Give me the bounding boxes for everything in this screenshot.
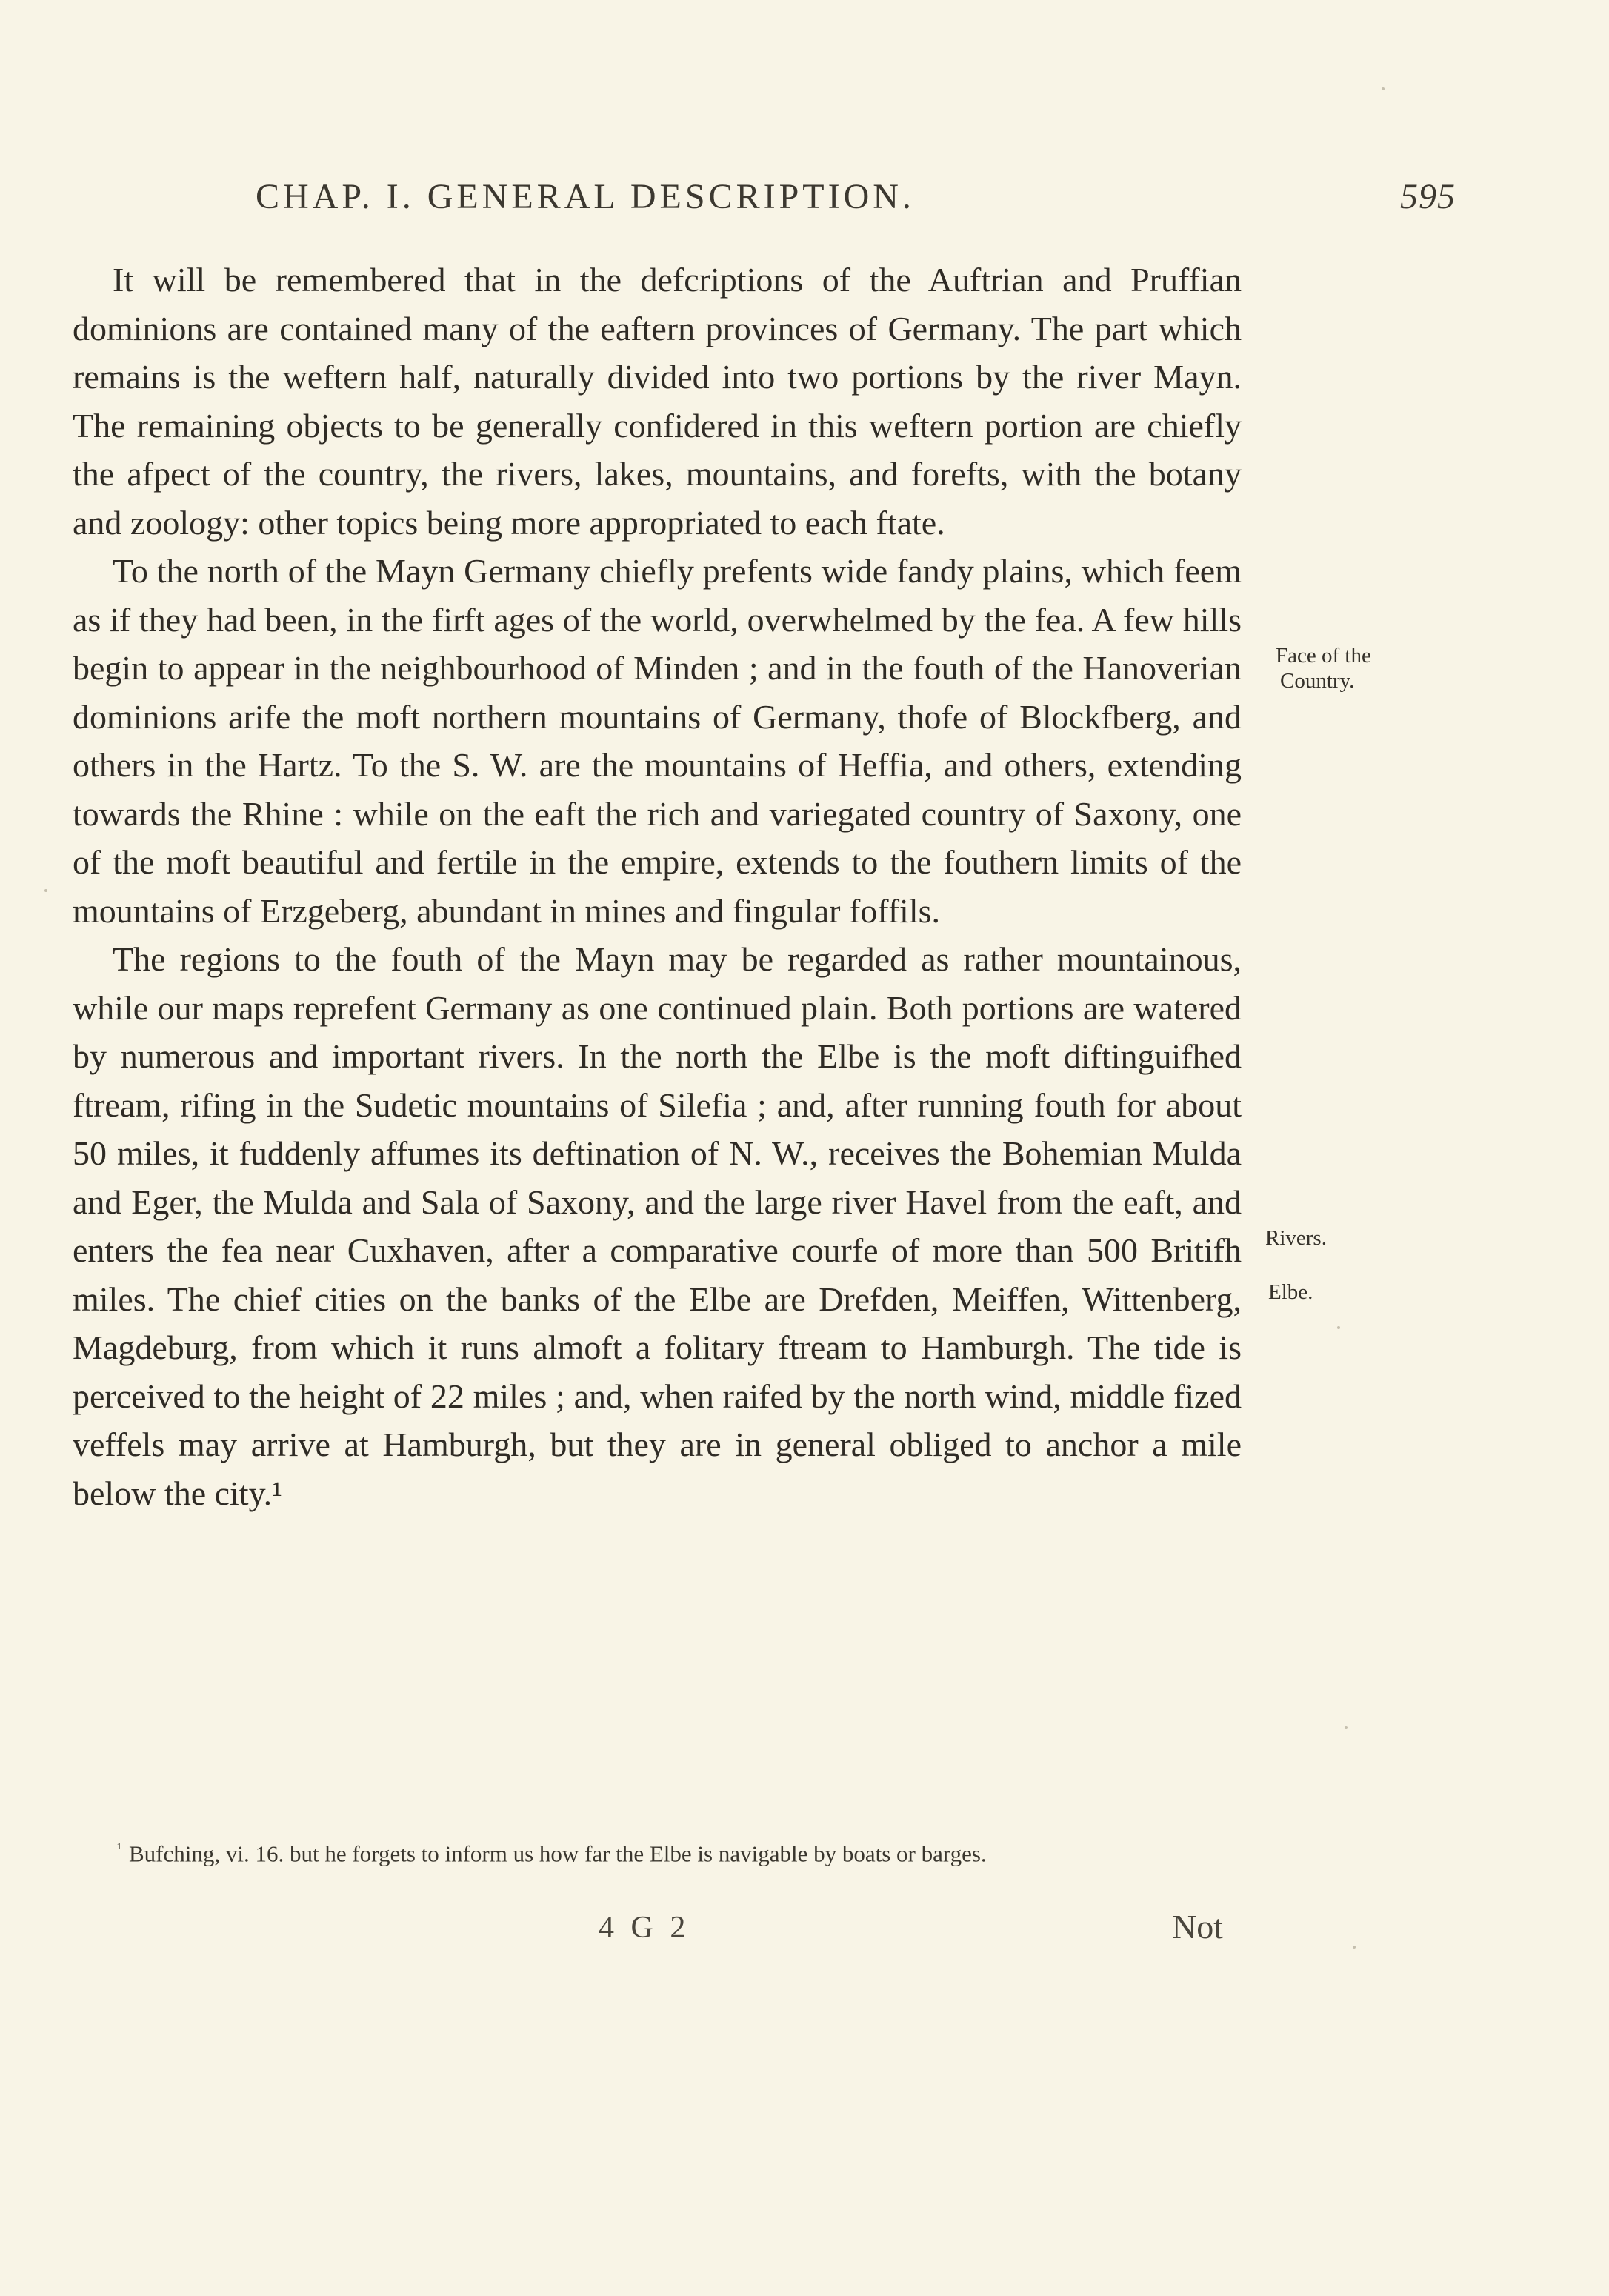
sidenote-face-line-1: Face of the bbox=[1276, 644, 1371, 668]
paper-speck bbox=[1337, 1326, 1340, 1329]
paper-speck bbox=[1382, 87, 1385, 90]
running-head-title: CHAP. I. GENERAL DESCRIPTION. bbox=[256, 177, 915, 216]
footnote-mark: ¹ bbox=[117, 1840, 121, 1857]
sidenote-rivers: Rivers. bbox=[1265, 1226, 1327, 1250]
page-number: 595 bbox=[1400, 177, 1456, 216]
footnote-text: Bufching, vi. 16. but he forgets to inform us how far the Elbe is navigable by boats or barges. bbox=[129, 1840, 987, 1867]
sidenote-face-line-2: Country. bbox=[1280, 669, 1355, 693]
paper-speck bbox=[44, 889, 47, 892]
paragraph-1: It will be remembered that in the defcriptions of the Auftrian and Pruffian dominions are contained many of the eaftern provinces of Germany. The part which remains is the weftern half, naturally divided into two portions by the river Mayn. The remaining objects to be generally confidered in this weftern portion are chiefly the afpect of the country, the rivers, lakes, mountains, and forefts, with the botany and zoology: other topics being more appropriated to each ftate. bbox=[73, 261, 1242, 542]
sidenote-face-of-the-country bbox=[1276, 643, 1371, 693]
running-head bbox=[256, 176, 1456, 221]
paragraph-2: To the north of the Mayn Germany chiefly prefents wide fandy plains, which feem as if they had been, in the firft ages of the world, overwhelmed by the fea. A few hills begin to appear in the neighbourhood of Minden ; and in the fouth of the Hanoverian dominions arife the moft northern mountains of Germany, thofe of Blockfberg, and others in the Hartz. To the S. W. are the mountains of Heffia, and others, extending towards the Rhine : while on the eaft the rich and variegated country of Saxony, one of the moft beautiful and fertile in the empire, extends to the fouthern limits of the mountains of Erzgeberg, abundant in mines and fingular foffils. bbox=[73, 552, 1242, 930]
footnote bbox=[73, 1829, 1236, 1873]
printer-signature: 4 G 2 bbox=[599, 1911, 690, 1945]
body-text bbox=[73, 256, 1242, 1517]
paragraph-3: The regions to the fouth of the Mayn may be regarded as rather mountainous, while our maps reprefent Germany as one continued plain. Both portions are watered by numerous and important rivers. In the north the Elbe is the moft diftinguifhed ftream, rifing in the Sudetic mountains of Silefia ; and, after running fouth for about 50 miles, it fuddenly affumes its deftination of N. W., receives the Bohemian Mulda and Eger, the Mulda and Sala of Saxony, and the large river Havel from the eaft, and enters the fea near Cuxhaven, after a comparative courfe of more than 500 Britifh miles. The chief cities on the banks of the Elbe are Drefden, Meiffen, Wittenberg, Magdeburg, from which it runs almoft a folitary ftream to Hamburgh. The tide is perceived to the height of 22 miles ; and, when raifed by the north wind, middle fized veffels may arrive at Hamburgh, but they are in general obliged to anchor a mile below the city.¹ bbox=[73, 940, 1242, 1512]
paper-speck bbox=[1345, 1726, 1348, 1729]
paper-speck bbox=[1353, 1946, 1356, 1949]
sidenote-elbe: Elbe. bbox=[1268, 1280, 1313, 1304]
catchword: Not bbox=[1172, 1908, 1223, 1946]
